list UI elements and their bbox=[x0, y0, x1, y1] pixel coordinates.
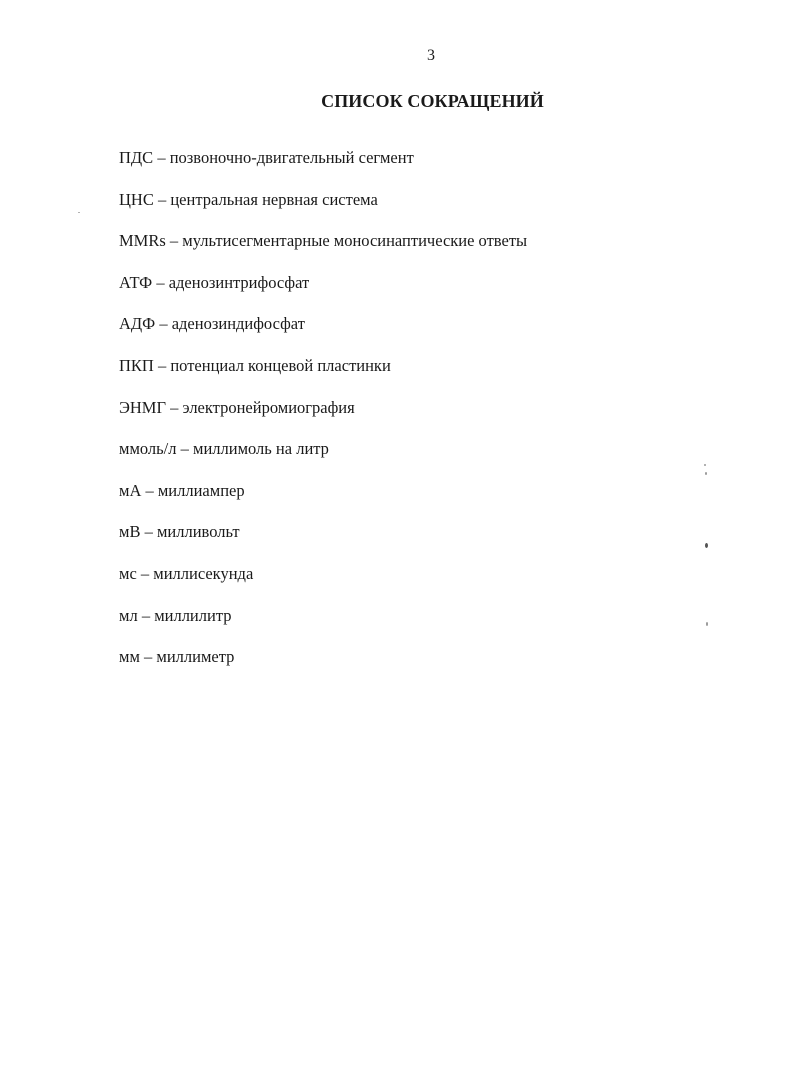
abbreviation-separator: – bbox=[141, 480, 158, 500]
abbreviation-definition: потенциал концевой пластинки bbox=[170, 355, 391, 375]
abbreviation-list bbox=[119, 148, 679, 689]
abbreviation-separator: – bbox=[153, 189, 171, 209]
scan-speck bbox=[78, 212, 80, 213]
abbreviation-term: ЦНС bbox=[119, 189, 154, 209]
abbreviation-separator: – bbox=[137, 605, 155, 625]
abbreviation-term: ПКП bbox=[119, 355, 154, 375]
page-number: 3 bbox=[427, 47, 435, 64]
abbreviation-separator: – bbox=[136, 563, 154, 583]
abbreviation-definition: миллилитр bbox=[154, 605, 232, 625]
abbreviation-separator: – bbox=[166, 397, 183, 417]
abbreviation-definition: аденозиндифосфат bbox=[171, 314, 305, 334]
list-item bbox=[119, 273, 679, 315]
abbreviation-definition: центральная нервная система bbox=[170, 189, 378, 209]
list-item bbox=[119, 314, 679, 356]
abbreviation-definition: миллимоль на литр bbox=[193, 439, 329, 459]
abbreviation-definition: электронейромиография bbox=[182, 397, 355, 417]
abbreviation-definition: миллиметр bbox=[156, 647, 235, 667]
abbreviation-term: ПДС bbox=[119, 148, 154, 167]
abbreviation-definition: аденозинтрифосфат bbox=[168, 272, 310, 292]
list-item bbox=[119, 439, 679, 481]
list-item bbox=[119, 231, 679, 273]
abbreviation-separator: – bbox=[139, 647, 157, 667]
abbreviation-term: мВ bbox=[119, 522, 141, 542]
abbreviation-definition: милливольт bbox=[156, 522, 240, 542]
abbreviation-term: ммоль/л bbox=[119, 439, 177, 459]
list-item bbox=[119, 481, 679, 523]
abbreviation-term: ЭНМГ bbox=[119, 397, 167, 417]
abbreviation-separator: – bbox=[155, 314, 172, 334]
abbreviation-separator: – bbox=[152, 272, 169, 292]
abbreviation-term: мм bbox=[119, 647, 140, 667]
list-item bbox=[119, 564, 679, 606]
abbreviation-definition: миллисекунда bbox=[153, 563, 254, 583]
abbreviation-term: АТФ bbox=[119, 272, 153, 292]
page-title: СПИСОК СОКРАЩЕНИЙ bbox=[321, 91, 544, 111]
scan-speck bbox=[704, 464, 706, 466]
abbreviation-definition: мультисегментарные моносинаптические ответы bbox=[182, 231, 528, 251]
list-item bbox=[119, 148, 679, 190]
list-item bbox=[119, 398, 679, 440]
list-item bbox=[119, 522, 679, 564]
list-item bbox=[119, 647, 679, 689]
scan-speck bbox=[706, 622, 708, 626]
abbreviation-separator: – bbox=[176, 439, 193, 459]
list-item bbox=[119, 356, 679, 398]
abbreviation-separator: – bbox=[153, 355, 171, 375]
abbreviation-separator: – bbox=[165, 231, 183, 251]
scan-speck bbox=[705, 472, 707, 475]
abbreviation-definition: миллиампер bbox=[157, 480, 245, 500]
list-item bbox=[119, 606, 679, 648]
scan-speck bbox=[705, 543, 708, 548]
abbreviation-separator: – bbox=[140, 522, 157, 542]
abbreviation-term: мА bbox=[119, 480, 142, 500]
abbreviation-separator: – bbox=[153, 148, 170, 167]
abbreviation-term: АДФ bbox=[119, 314, 156, 334]
abbreviation-term: мс bbox=[119, 563, 137, 583]
list-item bbox=[119, 190, 679, 232]
abbreviation-definition: позвоночно-двигательный сегмент bbox=[169, 148, 414, 167]
abbreviation-term: MMRs bbox=[119, 231, 166, 251]
abbreviation-term: мл bbox=[119, 605, 138, 625]
